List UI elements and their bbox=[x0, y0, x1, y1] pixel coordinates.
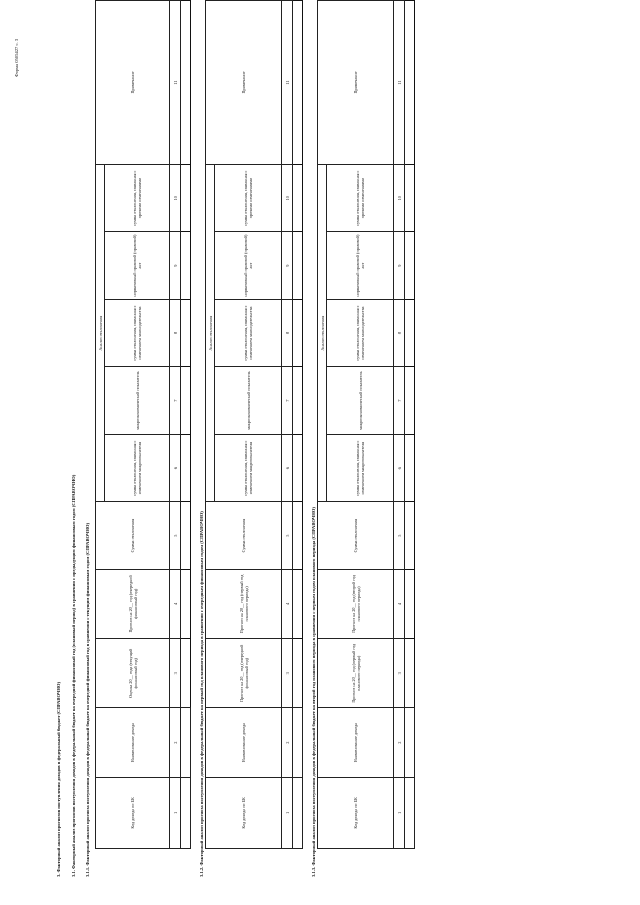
header-cell: Примечание bbox=[318, 1, 394, 165]
data-cell bbox=[405, 777, 415, 848]
header-cell: Прогноз на 20__ год (первый год планового периода) bbox=[206, 569, 282, 638]
subheader-cell: сумма отклонения, связанная с прочими изменениями bbox=[215, 164, 282, 231]
form-number: Форма 0505427 с. 3 bbox=[14, 38, 19, 77]
data-cell bbox=[181, 434, 191, 502]
data-cell bbox=[293, 777, 303, 848]
group-header-cell: Анализ отклонения bbox=[206, 164, 215, 501]
header-cell: Сумма отклонения bbox=[318, 502, 394, 569]
subheader-cell: нормативный правовой (правовой) акт bbox=[215, 232, 282, 299]
header-cell: Код дохода по БК bbox=[206, 777, 282, 848]
header-cell: Код дохода по БК bbox=[96, 777, 170, 848]
subheader-cell: нормативный правовой (правовой) акт bbox=[105, 232, 170, 299]
column-number-cell: 5 bbox=[282, 502, 293, 569]
data-cell bbox=[181, 299, 191, 367]
column-number-cell: 10 bbox=[282, 164, 293, 231]
header-cell: Прогноз на 20__ год (первый год планового периода) bbox=[318, 639, 394, 708]
data-cell bbox=[181, 367, 191, 435]
column-number-cell: 7 bbox=[282, 367, 293, 435]
subheader-cell: сумма отклонения, связанная с изменением макропоказателя bbox=[105, 434, 170, 502]
column-number-cell: 3 bbox=[170, 639, 181, 708]
column-number-cell: 3 bbox=[282, 639, 293, 708]
data-cell bbox=[181, 777, 191, 848]
subheader-cell: макроэкономический показатель bbox=[327, 367, 394, 435]
column-number-cell: 1 bbox=[394, 777, 405, 848]
column-number-cell: 11 bbox=[170, 1, 181, 165]
column-number-row bbox=[282, 1, 293, 849]
column-number-cell: 4 bbox=[394, 569, 405, 638]
header-row bbox=[206, 1, 215, 849]
data-cell bbox=[405, 232, 415, 299]
table-caption: 3.1.2. Факторный анализ прогноза поступления доходов в федеральный бюджет на первый год планового периода в сравнении с очередным финансовым годом (СПРАВОЧНО) bbox=[199, 511, 204, 877]
data-cell bbox=[405, 502, 415, 569]
header-cell: Код дохода по БК bbox=[318, 777, 394, 848]
data-cell bbox=[181, 1, 191, 165]
header-cell: Примечание bbox=[206, 1, 282, 165]
column-number-cell: 9 bbox=[170, 232, 181, 299]
subheader-cell: сумма отклонения, связанная с изменением законодательства bbox=[105, 299, 170, 367]
data-cell bbox=[293, 639, 303, 708]
group-header-cell: Анализ отклонения bbox=[96, 164, 105, 501]
factor-analysis-table bbox=[95, 0, 191, 849]
column-number-cell: 8 bbox=[282, 299, 293, 367]
header-cell: Сумма отклонения bbox=[206, 502, 282, 569]
column-number-cell: 5 bbox=[394, 502, 405, 569]
column-number-cell: 4 bbox=[170, 569, 181, 638]
subheader-cell: нормативный правовой (правовой) акт bbox=[327, 232, 394, 299]
data-cell bbox=[293, 299, 303, 367]
data-cell bbox=[293, 367, 303, 435]
data-cell bbox=[181, 708, 191, 777]
column-number-cell: 8 bbox=[170, 299, 181, 367]
subheader-cell: сумма отклонения, связанная с изменением макропоказателя bbox=[215, 434, 282, 502]
data-cell bbox=[405, 708, 415, 777]
factor-analysis-table bbox=[205, 0, 303, 849]
group-header-cell: Анализ отклонения bbox=[318, 165, 327, 502]
header-cell: Наименование дохода bbox=[318, 708, 394, 777]
data-cell bbox=[181, 569, 191, 638]
table-caption: 3.1.1. Факторный анализ прогноза поступления доходов в федеральный бюджет на очередной финансовый год в сравнении с текущим финансовым годом (СПРАВОЧНО) bbox=[85, 522, 90, 877]
data-cell bbox=[293, 434, 303, 502]
column-number-cell: 5 bbox=[170, 502, 181, 569]
column-number-cell: 8 bbox=[394, 299, 405, 367]
header-cell: Примечание bbox=[96, 1, 170, 165]
header-row bbox=[96, 1, 105, 849]
column-number-cell: 10 bbox=[394, 165, 405, 232]
subheader-cell: сумма отклонения, связанная с изменением законодательства bbox=[327, 299, 394, 367]
column-number-cell: 6 bbox=[282, 434, 293, 502]
data-cell bbox=[181, 232, 191, 299]
column-number-cell: 11 bbox=[282, 1, 293, 165]
factor-analysis-table bbox=[317, 0, 415, 849]
column-number-cell: 6 bbox=[170, 434, 181, 502]
data-cell bbox=[293, 164, 303, 231]
data-row bbox=[405, 1, 415, 849]
column-number-cell: 9 bbox=[394, 232, 405, 299]
column-number-cell: 1 bbox=[282, 777, 293, 848]
subheader-cell: сумма отклонения, связанная с прочими изменениями bbox=[105, 164, 170, 231]
header-row bbox=[318, 1, 327, 849]
header-cell: Сумма отклонения bbox=[96, 502, 170, 569]
data-row bbox=[181, 1, 191, 849]
data-cell bbox=[181, 502, 191, 569]
header-cell: Наименование дохода bbox=[206, 708, 282, 777]
data-cell bbox=[181, 639, 191, 708]
header-cell: Прогноз на 20__ год (очередной финансовый год) bbox=[96, 569, 170, 638]
section-title: 3. Факторный анализ прогнозов поступления доходов в федеральный бюджет (СПРАВОЧНО) bbox=[56, 682, 61, 877]
column-number-cell: 6 bbox=[394, 434, 405, 502]
table-caption: 3.1.3. Факторный анализ прогноза поступления доходов в федеральный бюджет на второй год планового периода в сравнении с первым годом планового периода (СПРАВОЧНО) bbox=[311, 507, 316, 877]
column-number-cell: 9 bbox=[282, 232, 293, 299]
data-cell bbox=[405, 639, 415, 708]
subheader-cell: макроэкономический показатель bbox=[105, 367, 170, 435]
column-number-row bbox=[170, 1, 181, 849]
subheader-cell: сумма отклонения, связанная с изменением законодательства bbox=[215, 299, 282, 367]
column-number-cell: 1 bbox=[170, 777, 181, 848]
header-cell: Наименование дохода bbox=[96, 708, 170, 777]
column-number-row bbox=[394, 1, 405, 849]
header-cell: Оценка 20__ года (текущий финансовый год) bbox=[96, 639, 170, 708]
data-cell bbox=[293, 569, 303, 638]
data-cell bbox=[405, 299, 415, 367]
subheader-cell: макроэкономический показатель bbox=[215, 367, 282, 435]
data-cell bbox=[293, 1, 303, 165]
header-cell: Прогноз на 20__ год (очередной финансовый год) bbox=[206, 639, 282, 708]
data-row bbox=[293, 1, 303, 849]
column-number-cell: 2 bbox=[282, 708, 293, 777]
column-number-cell: 3 bbox=[394, 639, 405, 708]
column-number-cell: 2 bbox=[394, 708, 405, 777]
data-cell bbox=[293, 502, 303, 569]
column-number-cell: 11 bbox=[394, 1, 405, 165]
subheader-cell: сумма отклонения, связанная с прочими изменениями bbox=[327, 165, 394, 232]
subsection-title: 3.1. Факторный анализ прогнозов поступления доходов в федеральный бюджет на очередной финансовый год (плановый период) в сравнении с предыдущим финансовым годом (СПРАВОЧНО) bbox=[71, 474, 76, 877]
data-cell bbox=[405, 1, 415, 165]
column-number-cell: 10 bbox=[170, 164, 181, 231]
data-cell bbox=[181, 164, 191, 231]
data-cell bbox=[405, 569, 415, 638]
data-cell bbox=[293, 232, 303, 299]
subheader-cell: сумма отклонения, связанная с изменением макропоказателя bbox=[327, 434, 394, 502]
data-cell bbox=[405, 165, 415, 232]
header-cell: Прогноз на 20__ год (второй год планового периода) bbox=[318, 569, 394, 638]
column-number-cell: 7 bbox=[394, 367, 405, 435]
data-cell bbox=[405, 367, 415, 435]
data-cell bbox=[405, 434, 415, 502]
column-number-cell: 4 bbox=[282, 569, 293, 638]
column-number-cell: 2 bbox=[170, 708, 181, 777]
column-number-cell: 7 bbox=[170, 367, 181, 435]
data-cell bbox=[293, 708, 303, 777]
